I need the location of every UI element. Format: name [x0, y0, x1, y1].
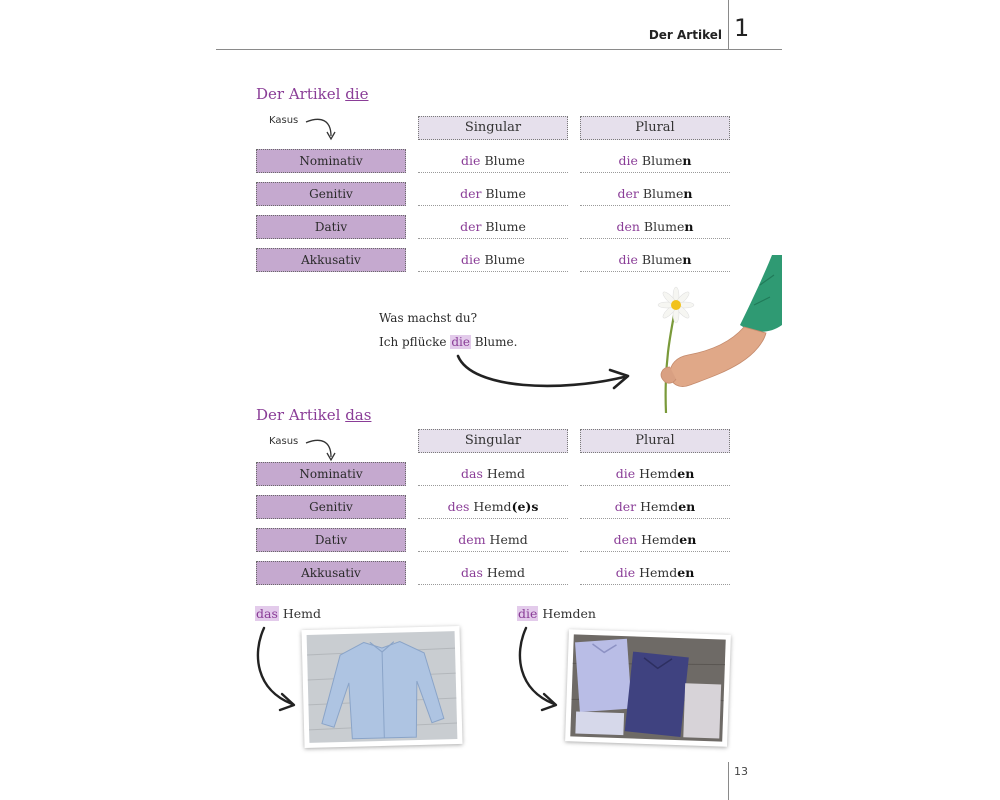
noun: Hemd [486, 565, 525, 580]
article: des [447, 499, 470, 514]
table-cell-singular [418, 495, 568, 519]
kasus-label: Kasus [269, 115, 299, 126]
caption-plural-shirts [517, 606, 596, 621]
header-rule [216, 49, 782, 50]
article: die [615, 466, 636, 481]
table-cell-plural [580, 528, 730, 552]
case-label-akkusativ: Akkusativ [256, 561, 406, 585]
table-cell-singular [418, 561, 568, 585]
ending: en [677, 466, 695, 481]
ending: n [684, 219, 694, 234]
article: die [461, 153, 481, 168]
noun: Hemd [489, 532, 528, 547]
article: der [617, 186, 639, 201]
section-title-die [256, 85, 368, 103]
noun: Hemd [639, 565, 678, 580]
kasus-arrow-icon [303, 435, 339, 465]
table-cell-singular [418, 215, 568, 239]
shirt-photo [301, 626, 462, 748]
article: der [614, 499, 637, 514]
noun: Blume [484, 252, 525, 267]
header-divider [728, 0, 729, 49]
article: der [460, 186, 482, 201]
article: den [616, 219, 640, 234]
table-cell-plural [580, 561, 730, 585]
article: das [460, 466, 483, 481]
case-label-genitiv: Genitiv [256, 182, 406, 206]
table-cell-singular [418, 248, 568, 272]
table-cell-singular [418, 149, 568, 173]
article: dem [458, 532, 486, 547]
article: die [618, 252, 638, 267]
table-cell-singular [418, 182, 568, 206]
section-title-prefix: Der Artikel [256, 406, 346, 424]
highlighted-article: das [256, 606, 278, 621]
noun: Blume [484, 153, 525, 168]
case-label-nominativ: Nominativ [256, 462, 406, 486]
table-cell-plural [580, 149, 730, 173]
ending: en [677, 565, 695, 580]
case-label-nominativ: Nominativ [256, 149, 406, 173]
column-header-plural: Plural [580, 429, 730, 453]
case-label-genitiv: Genitiv [256, 495, 406, 519]
chapter-number: 1 [734, 14, 750, 42]
running-header-title: Der Artikel [648, 28, 722, 42]
article: die [461, 252, 481, 267]
table-cell-plural [580, 182, 730, 206]
article: die [618, 153, 638, 168]
noun: Blume [485, 219, 526, 234]
noun: Hemd [486, 466, 525, 481]
ending: n [682, 153, 692, 168]
noun: Blume [642, 186, 684, 201]
ending: en [679, 532, 697, 547]
article: der [460, 219, 482, 234]
case-label-dativ: Dativ [256, 215, 406, 239]
caption-singular-shirt [255, 606, 321, 621]
table-cell-plural [580, 495, 730, 519]
table-cell-plural [580, 215, 730, 239]
noun: Blume [641, 153, 683, 168]
ending: en [678, 499, 696, 514]
speech-answer [379, 335, 517, 349]
caption-noun: Hemden [538, 606, 596, 621]
caption-noun: Hemd [278, 606, 322, 621]
noun: Blume [485, 186, 526, 201]
section-title-prefix: Der Artikel [256, 85, 346, 103]
noun: Hemd [473, 499, 512, 514]
page-number: 13 [734, 765, 748, 778]
noun: Hemd [641, 532, 680, 547]
article: die [615, 565, 636, 580]
column-header-plural: Plural [580, 116, 730, 140]
highlighted-article: die [518, 606, 538, 621]
speech-answer-prefix: Ich pflücke [379, 335, 451, 349]
section-title-article: das [345, 406, 372, 424]
curved-arrow-icon [250, 624, 304, 714]
noun: Hemd [640, 499, 679, 514]
noun: Blume [643, 219, 685, 234]
kasus-arrow-icon [303, 114, 339, 144]
hand-holding-flower-image [640, 255, 782, 415]
table-cell-plural [580, 462, 730, 486]
curved-arrow-icon [512, 624, 566, 714]
noun: Blume [641, 252, 683, 267]
column-header-singular: Singular [418, 429, 568, 453]
section-title-das [256, 406, 371, 424]
section-title-article: die [345, 85, 369, 103]
table-cell-singular [418, 462, 568, 486]
ending: (e)s [511, 499, 539, 514]
footer-divider [728, 762, 729, 800]
ending: n [682, 252, 692, 267]
noun: Hemd [639, 466, 678, 481]
case-label-akkusativ: Akkusativ [256, 248, 406, 272]
shirts-photo [565, 629, 731, 747]
curved-arrow-icon [452, 350, 637, 395]
table-cell-singular [418, 528, 568, 552]
speech-answer-noun: Blume. [470, 335, 518, 349]
ending: n [683, 186, 693, 201]
article: das [460, 565, 483, 580]
highlighted-article: die [451, 335, 470, 349]
case-label-dativ: Dativ [256, 528, 406, 552]
speech-question: Was machst du? [379, 311, 478, 325]
shirt-illustration [301, 626, 462, 748]
kasus-label: Kasus [269, 436, 299, 447]
article: den [613, 532, 638, 547]
folded-shirts-illustration [565, 629, 731, 747]
column-header-singular: Singular [418, 116, 568, 140]
